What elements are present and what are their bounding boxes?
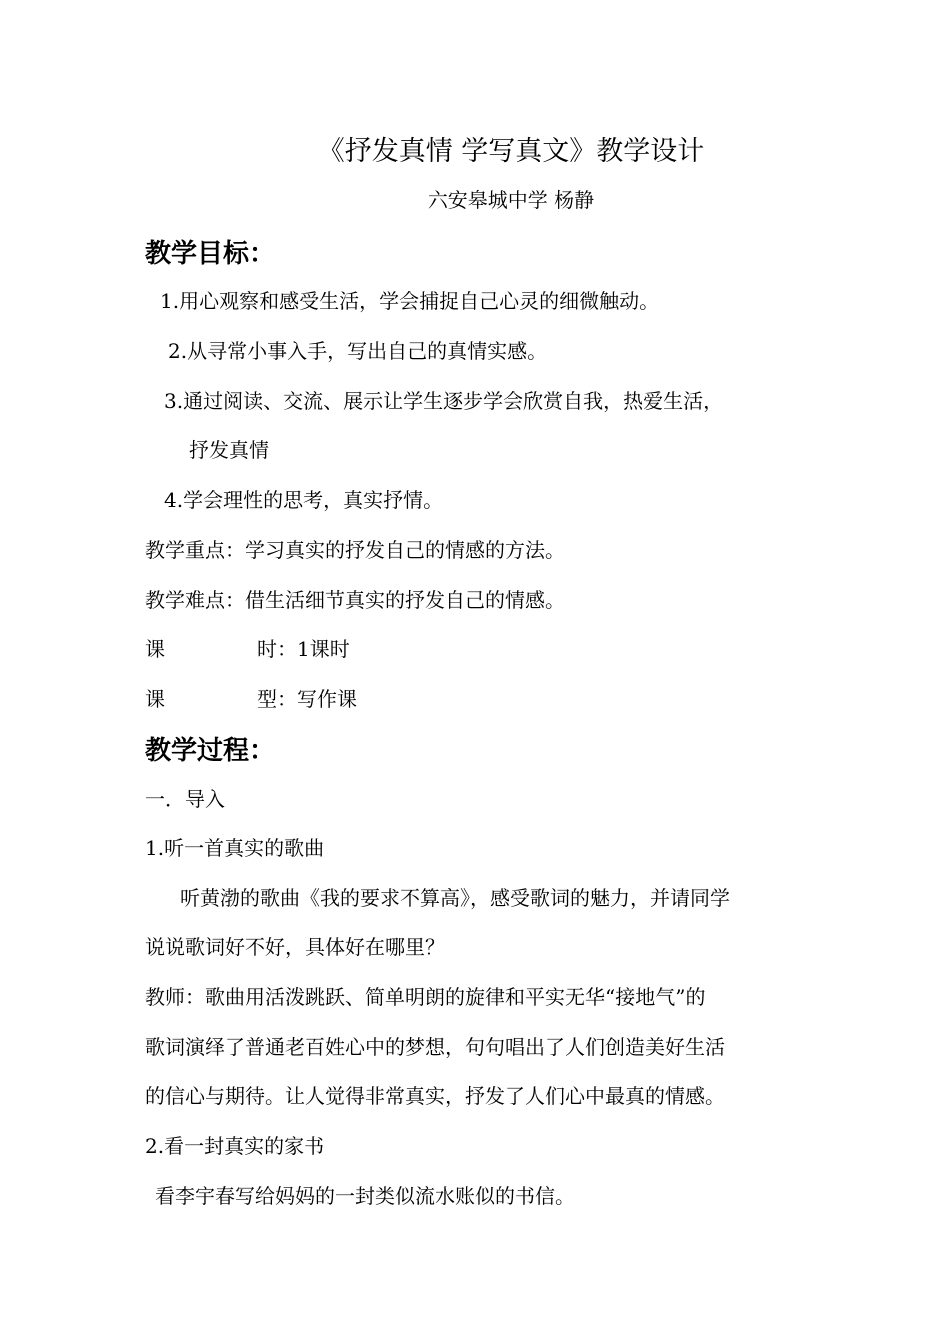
objective-item-4: 4.学会理性的思考，真实抒情。: [164, 488, 444, 512]
objective-item-2: 2.从寻常小事入手，写出自己的真情实感。: [168, 339, 548, 363]
class-hours-row: [145, 636, 350, 662]
key-point: 教学重点：学习真实的抒发自己的情感的方法。: [145, 538, 565, 562]
class-type-row: [145, 686, 357, 712]
item-two-para: 看李宇春写给妈妈的一封类似流水账似的书信。: [155, 1184, 575, 1208]
teacher-para-line-1: 教师：歌曲用活泼跳跃、简单明朗的旋律和平实无华“接地气”的: [145, 985, 706, 1009]
item-one-para-line-2: 说说歌词好不好，具体好在哪里？: [145, 935, 445, 959]
teacher-para-line-2: 歌词演绎了普通老百姓心中的梦想，句句唱出了人们创造美好生活: [145, 1035, 725, 1059]
item-one-para-line-1: 听黄渤的歌曲《我的要求不算高》，感受歌词的魅力，并请同学: [180, 886, 730, 910]
objective-item-1: 1.用心观察和感受生活，学会捕捉自己心灵的细微触动。: [160, 289, 660, 313]
class-type-label: 课: [145, 687, 165, 711]
document-author: 六安皋城中学 杨静: [427, 188, 595, 212]
objectives-heading: 教学目标：: [145, 239, 276, 269]
process-heading: 教学过程：: [145, 736, 276, 766]
section-one-heading: 一．导入: [145, 787, 225, 811]
objective-item-3: 3.通过阅读、交流、展示让学生逐步学会欣赏自我，热爱生活，: [164, 389, 724, 413]
teacher-para-line-3: 的信心与期待。让人觉得非常真实，抒发了人们心中最真的情感。: [145, 1084, 725, 1108]
class-type-value: 型：写作课: [257, 687, 357, 711]
difficult-point: 教学难点：借生活细节真实的抒发自己的情感。: [145, 588, 565, 612]
class-hours-value: 时：1课时: [257, 637, 350, 661]
objective-item-3-continued: 抒发真情: [189, 438, 269, 462]
item-one-heading: 1.听一首真实的歌曲: [145, 836, 325, 860]
item-two-heading: 2.看一封真实的家书: [145, 1134, 325, 1158]
class-hours-label: 课: [145, 637, 165, 661]
document-title: 《抒发真情 学写真文》教学设计: [317, 136, 705, 167]
